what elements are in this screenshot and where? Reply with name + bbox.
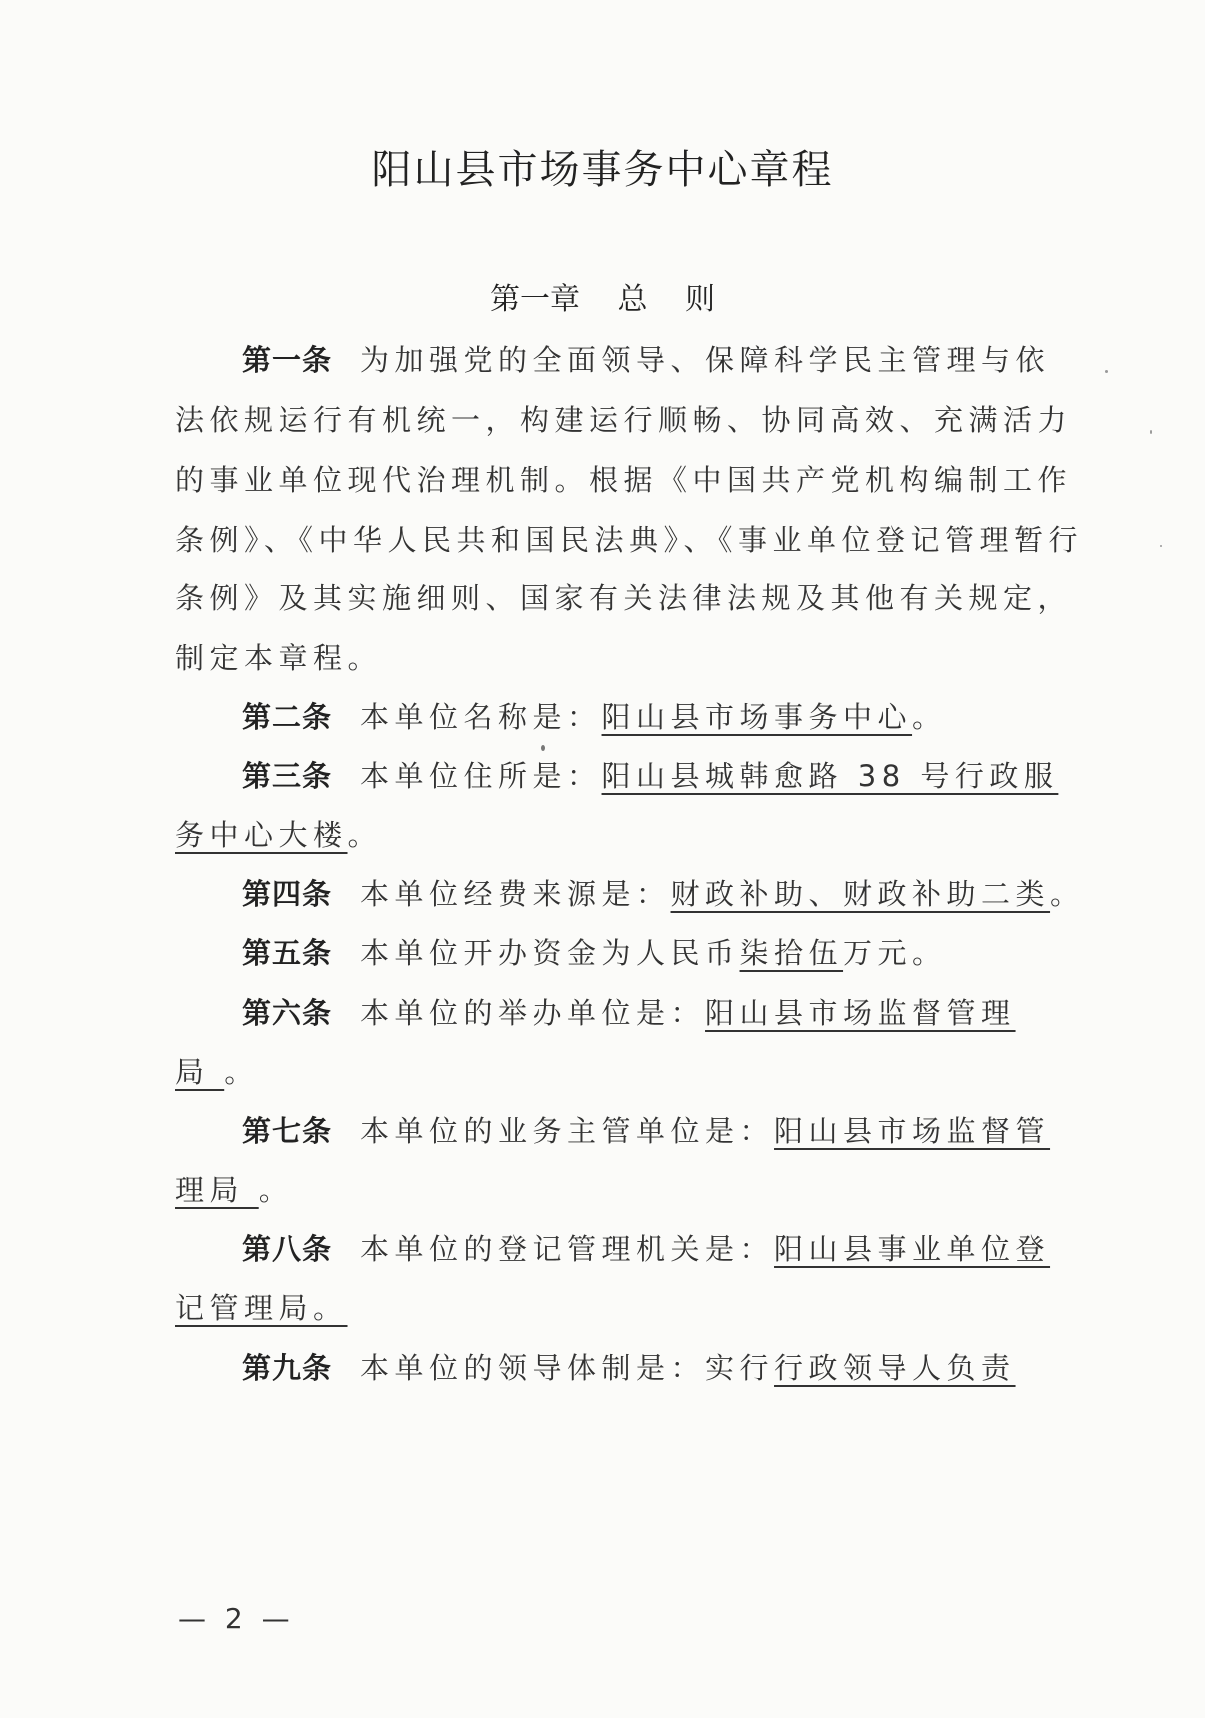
- article-9-line-1: [242, 1348, 1107, 1388]
- article-value: 柒拾伍: [739, 936, 844, 970]
- document-title: 阳山县市场事务中心章程: [371, 147, 834, 193]
- article-6-line-2: [175, 1052, 1040, 1092]
- article-prefix: 本单位住所是：: [360, 759, 602, 793]
- article-value: 阳山县市场监督管: [774, 1114, 1051, 1148]
- article-label: 第三条: [242, 759, 333, 793]
- page-number-value: 2: [224, 1602, 243, 1635]
- article-1-line-5: 条例》及其实施细则、国家有关法律法规及其他有关规定，: [175, 581, 1073, 615]
- article-prefix: 本单位的登记管理机关是：: [360, 1232, 775, 1266]
- scan-speck: [541, 745, 545, 751]
- chapter-name-part2: 则: [685, 282, 716, 317]
- chapter-heading: [0, 274, 1205, 318]
- article-3-line-2: [175, 815, 1040, 855]
- article-suffix: 万元。: [843, 936, 947, 970]
- scan-speck: [1105, 370, 1108, 373]
- article-prefix: 本单位名称是：: [360, 700, 602, 734]
- article-1-line-3: 的事业单位现代治理机制。根据《中国共产党机构编制工作: [175, 463, 1073, 497]
- article-label: 第七条: [242, 1114, 333, 1148]
- article-value: 阳山县城韩愈路 38 号行政服: [601, 759, 1059, 793]
- article-label: 第一条: [242, 343, 333, 377]
- page-dash-left: —: [178, 1602, 206, 1635]
- article-prefix: 本单位的领导体制是：实行: [360, 1351, 775, 1385]
- page-dash-right: —: [261, 1602, 290, 1635]
- article-5: [242, 933, 1107, 973]
- page-number: [178, 1602, 290, 1635]
- article-value-cont: 局: [175, 1055, 225, 1089]
- article-value: 行政领导人负责: [774, 1351, 1016, 1385]
- article-value: 阳山县市场监督管理: [705, 996, 1016, 1030]
- article-value-cont: 务中心大楼: [175, 818, 348, 852]
- article-suffix: 。: [912, 700, 947, 734]
- article-suffix: 。: [347, 818, 383, 852]
- article-label: 第五条: [242, 936, 333, 970]
- article-suffix: 。: [224, 1055, 259, 1089]
- article-3-line-1: [242, 756, 1107, 796]
- article-label: 第二条: [242, 700, 333, 734]
- article-value: 财政补助、财政补助二类: [670, 877, 1051, 911]
- article-1-line-6: 制定本章程。: [175, 641, 383, 675]
- article-4: [242, 874, 1107, 914]
- article-value-cont: 记管理局。: [175, 1291, 348, 1325]
- article-label: 第六条: [242, 996, 333, 1030]
- article-label: 第九条: [242, 1351, 333, 1385]
- article-value-cont: 理局: [175, 1173, 259, 1207]
- article-prefix: 本单位经费来源是：: [360, 877, 671, 911]
- article-8-line-1: [242, 1229, 1107, 1269]
- scan-speck: [1160, 545, 1162, 547]
- article-suffix: 。: [1050, 877, 1085, 911]
- article-6-line-1: [242, 993, 1107, 1033]
- article-text: 为加强党的全面领导、保障科学民主管理与依: [360, 343, 1051, 377]
- article-prefix: 本单位开办资金为人民币: [360, 936, 740, 970]
- article-suffix: 。: [258, 1173, 294, 1207]
- article-prefix: 本单位的举办单位是：: [360, 996, 706, 1030]
- article-2: [242, 697, 1107, 737]
- article-8-line-2: [175, 1288, 1040, 1328]
- chapter-name-part1: 总: [617, 282, 648, 317]
- article-7-line-2: [175, 1170, 1040, 1210]
- article-label: 第四条: [242, 877, 333, 911]
- article-1-line-2: 法依规运行有机统一，构建运行顺畅、协同高效、充满活力: [175, 403, 1073, 437]
- article-1-line-1: [242, 340, 1107, 380]
- article-value: 阳山县事业单位登: [774, 1232, 1051, 1266]
- scan-speck: [1150, 430, 1152, 434]
- article-7-line-1: [242, 1111, 1107, 1151]
- chapter-label: 第一章: [489, 282, 580, 317]
- article-value: 阳山县市场事务中心: [601, 700, 913, 734]
- article-1-line-4: 条例》、《中华人民共和国民法典》、《事业单位登记管理暂行: [175, 523, 1084, 557]
- article-label: 第八条: [242, 1232, 333, 1266]
- article-prefix: 本单位的业务主管单位是：: [360, 1114, 775, 1148]
